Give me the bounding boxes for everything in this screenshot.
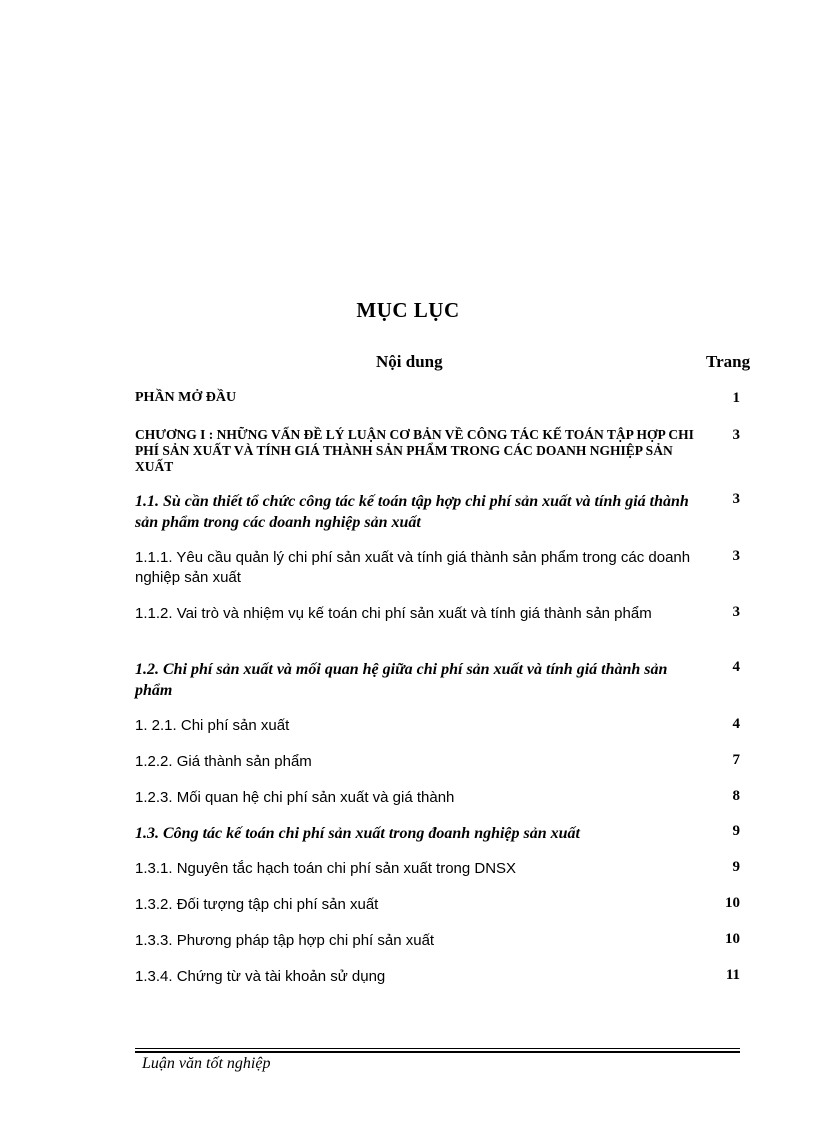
toc-entry-page: 4 — [732, 716, 740, 732]
toc-entry — [135, 752, 755, 772]
toc-entry-page: 1 — [732, 390, 740, 406]
toc-entry — [135, 604, 755, 624]
toc-entry — [135, 427, 755, 475]
toc-entry-text: 1.3.2. Đối tượng tập chi phí sản xuất — [135, 896, 379, 913]
toc-entry-page: 9 — [732, 859, 740, 875]
toc-entry-text: 1.2. Chi phí sản xuất và mối quan hệ giữa chi phí sản xuất và tính giá thành sản phẩm — [135, 661, 668, 699]
footer-divider — [135, 1048, 740, 1053]
toc-entry-text: PHẦN MỞ ĐẦU — [135, 390, 237, 405]
toc-entry-text: 1.2.2. Giá thành sản phẩm — [135, 753, 312, 770]
toc-entry-page: 3 — [732, 548, 740, 564]
toc-entry — [135, 788, 755, 808]
page-title: MỤC LỤC — [356, 298, 460, 322]
toc-entry — [135, 895, 755, 915]
toc-entry-text: 1.1.1. Yêu cầu quản lý chi phí sản xuất và tính giá thành sản phẩm trong các doanh nghiệp sản xuất — [135, 549, 691, 586]
toc-entry-text: 1.3.1. Nguyên tắc hạch toán chi phí sản xuất trong DNSX — [135, 860, 517, 877]
toc-entry — [135, 548, 755, 588]
toc-entry — [135, 931, 755, 951]
toc-entry-page: 3 — [732, 427, 740, 443]
toc-entry-text: 1. 2.1. Chi phí sản xuất — [135, 717, 290, 734]
toc-entry — [135, 390, 755, 407]
toc-entry-text: CHƯƠNG I : NHỮNG VẤN ĐỀ LÝ LUẬN CƠ BẢN VỀ CÔNG TÁC KẾ TOÁN TẬP HỢP CHI PHÍ SẢN XUẤT VÀ TÍNH GIÁ THÀNH SẢN PHẨM TRONG CÁC DOANH NGHIỆP SẢN XUẤT — [135, 427, 694, 474]
toc-entry — [135, 859, 755, 879]
toc-entry-page: 10 — [725, 931, 740, 947]
toc-entry-page: 9 — [732, 823, 740, 839]
toc-entry-page: 4 — [732, 659, 740, 675]
toc-entry-page: 8 — [732, 788, 740, 804]
toc-entry — [135, 716, 755, 736]
toc-entry — [135, 967, 755, 987]
toc-entry — [135, 491, 755, 533]
toc-entry-text: 1.1.2. Vai trò và nhiệm vụ kế toán chi phí sản xuất và tính giá thành sản phẩm — [135, 605, 652, 622]
column-header-content: Nội dung — [376, 352, 443, 371]
toc-entry-page: 11 — [725, 967, 740, 983]
toc-entry-page: 10 — [725, 895, 740, 911]
footer-label: Luận văn tốt nghiệp — [142, 1055, 271, 1072]
column-header-page: Trang — [706, 352, 751, 371]
toc-entry-text: 1.3.4. Chứng từ và tài khoản sử dụng — [135, 968, 386, 985]
toc-entry-page: 7 — [732, 752, 740, 768]
toc-entry-text: 1.3. Công tác kế toán chi phí sản xuất trong đoanh nghiệp sản xuất — [135, 825, 580, 842]
toc-entry-text: 1.2.3. Mối quan hệ chi phí sản xuất và giá thành — [135, 789, 455, 806]
toc-entry-page: 3 — [732, 604, 740, 620]
toc-entry-text: 1.3.3. Phương pháp tập hợp chi phí sản xuất — [135, 932, 435, 949]
toc-entry — [135, 823, 755, 844]
toc-entry-text: 1.1. Sù cần thiết tổ chức công tác kế toán tập hợp chi phí sản xuất và tính giá thành sản phẩm trong các doanh nghiệp sản xuất — [135, 493, 689, 531]
toc-entry-page: 3 — [732, 491, 740, 507]
toc-entry — [135, 659, 755, 701]
